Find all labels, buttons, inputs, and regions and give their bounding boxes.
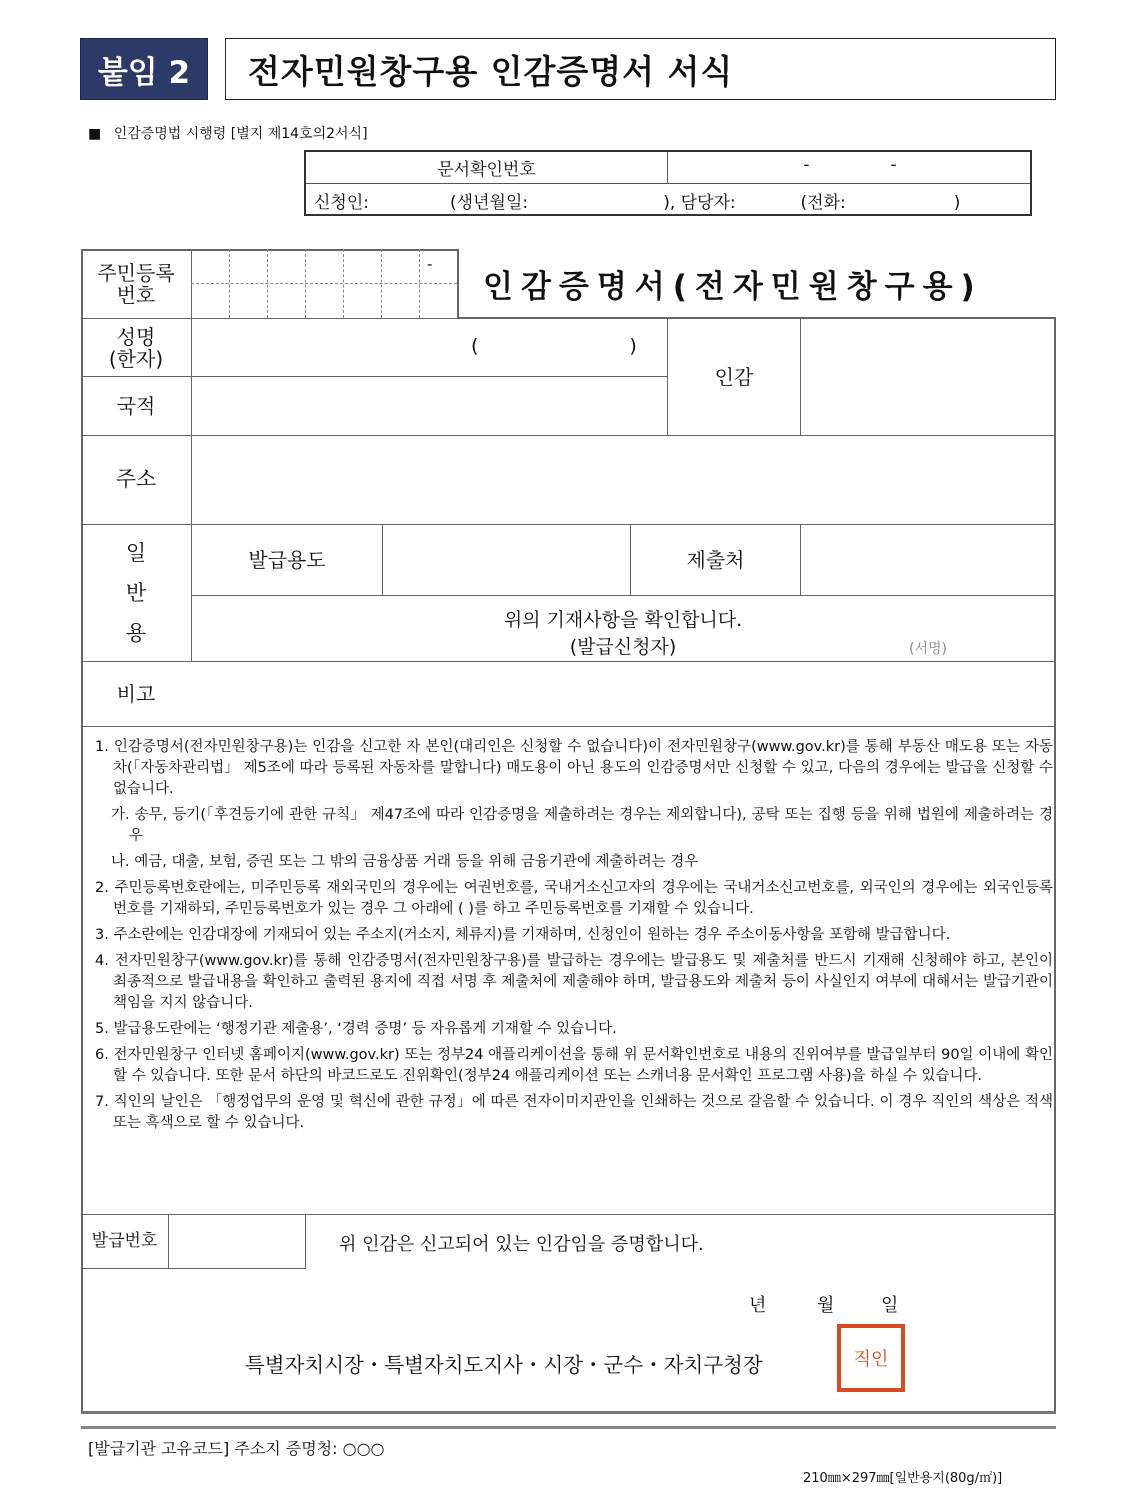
form-title: 인감증명서(전자민원창구용) — [483, 269, 983, 305]
note-item: 나. 예금, 대출, 보험, 증권 또는 그 밖의 금융상품 거래 등을 위해 금융기관에 제출하려는 경우 — [111, 854, 699, 870]
name-label: 성명 (한자) — [108, 324, 164, 371]
nationality-label: 국적 — [116, 394, 156, 418]
resident-number-label: 주민등록 번호 — [97, 261, 175, 307]
applicant-line: 신청인: (생년월일: ), 담당자: (전화: ) — [314, 193, 961, 213]
note-item: 4. 전자민원창구(www.gov.kr)를 통해 인감증명서(전자민원창구용)를 발급하는 경우에는 발급용도 및 제출처를 반드시 기재해 신청해야 하고, 본인이 최종적으로 발급내용을 확인하고 출력된 용지에 직접 서명 후 제출처에 제출해야 하며, 발급용도와 제출처 등이 사실인지 여부에 대해서는 발급기관이 책임을 지지 않습니다. — [95, 953, 1053, 1011]
address-label: 주소 — [115, 467, 157, 492]
attachment-badge: 붙임 2 — [80, 38, 208, 100]
document-title: 전자민원창구용 인감증명서 서식 — [225, 38, 1056, 100]
name-hanja-paren: ( ) — [471, 335, 637, 357]
issuer-title: 특별자치시장・특별자치도지사・시장・군수・자치구청장 — [245, 1353, 763, 1377]
certify-text: 위 인감은 신고되어 있는 인감임을 증명합니다. — [339, 1234, 704, 1255]
square-bullet-icon: ■ — [88, 126, 102, 142]
notes-section — [95, 737, 1053, 1139]
note-item: 5. 발급용도란에는 ‘행정기관 제출용’, ‘경력 증명’ 등 자유롭게 기재할 수 있습니다. — [95, 1021, 617, 1037]
submit-to-label: 제출처 — [686, 548, 745, 572]
confirm-text: 위의 기재사항을 확인합니다. — [503, 609, 743, 631]
decree-text: 인감증명법 시행령 [별지 제14호의2서식] — [113, 126, 368, 142]
seal-label: 인감 — [714, 365, 754, 389]
applicant-label: (발급신청자) — [569, 636, 677, 658]
official-seal-stamp: 직인 — [837, 1324, 905, 1392]
note-item: 6. 전자민원창구 인터넷 홈페이지(www.gov.kr) 또는 정부24 애플리케이션을 통해 위 문서확인번호로 내용의 진위여부를 발급일부터 90일 이내에 확인할 수 있습니다. 또한 문서 하단의 바코드로도 진위확인(정부24 애플리케이션 또는 스캐너용 문서확인 프로그램 사용)을 하실 수 있습니다. — [95, 1047, 1053, 1084]
date-year: 년 — [749, 1295, 767, 1316]
issue-number-label: 발급번호 — [91, 1231, 158, 1252]
note-item: 7. 직인의 날인은 「행정업무의 운영 및 혁신에 관한 규정」에 따른 전자이미지관인을 인쇄하는 것으로 갈음할 수 있습니다. 이 경우 직인의 색상은 적색 또는 흑색으로 할 수 있습니다. — [95, 1094, 1053, 1131]
resident-number-dash: - — [427, 255, 433, 273]
note-item: 1. 인감증명서(전자민원창구용)는 인감을 신고한 자 본인(대리인은 신청할 수 없습니다)이 전자민원창구(www.gov.kr)를 통해 부동산 매도용 또는 자동차(「자동차관리법」 제5조에 따라 등록된 자동차를 말합니다) 매도용이 아닌 용도의 인감증명서만 신청할 수 있고, 다음의 경우에는 발급을 신청할 수 없습니다. — [95, 739, 1053, 797]
paper-size: 210㎜×297㎜[일반용지(80g/㎡)] — [803, 1471, 1003, 1486]
document-number-box — [304, 150, 1032, 216]
document-number-value: - - — [803, 155, 897, 175]
purpose-label: 발급용도 — [248, 548, 326, 572]
note-item: 가. 송무, 등기(「후견등기에 관한 규칙」 제47조에 따라 인감증명을 제출하려는 경우는 제외합니다), 공탁 또는 집행 등을 위해 법원에 제출하려는 경우 — [111, 807, 1053, 844]
note-item: 3. 주소란에는 인감대장에 기재되어 있는 주소지(거소지, 체류지)를 기재하며, 신청인이 원하는 경우 주소이동사항을 포함해 발급합니다. — [95, 927, 951, 943]
date-day: 일 — [881, 1295, 899, 1316]
issuer-code: [발급기관 고유코드] 주소지 증명청: ○○○ — [88, 1439, 385, 1458]
note-item: 2. 주민등록번호란에는, 미주민등록 재외국민의 경우에는 여권번호를, 국내거소신고자의 경우에는 국내거소신고번호를, 외국인의 경우에는 외국인등록번호를 기재하되, 주민등록번호가 있는 경우 그 아래에 ( )를 하고 주민등록번호를 기재할 수 있습니다. — [95, 880, 1053, 917]
decree-reference — [88, 123, 368, 143]
date-month: 월 — [817, 1295, 835, 1316]
document-number-label: 문서확인번호 — [437, 160, 536, 180]
general-use-label: 일 반 용 — [125, 541, 147, 645]
remarks-label: 비고 — [116, 682, 156, 706]
signature-label: (서명) — [909, 641, 947, 657]
